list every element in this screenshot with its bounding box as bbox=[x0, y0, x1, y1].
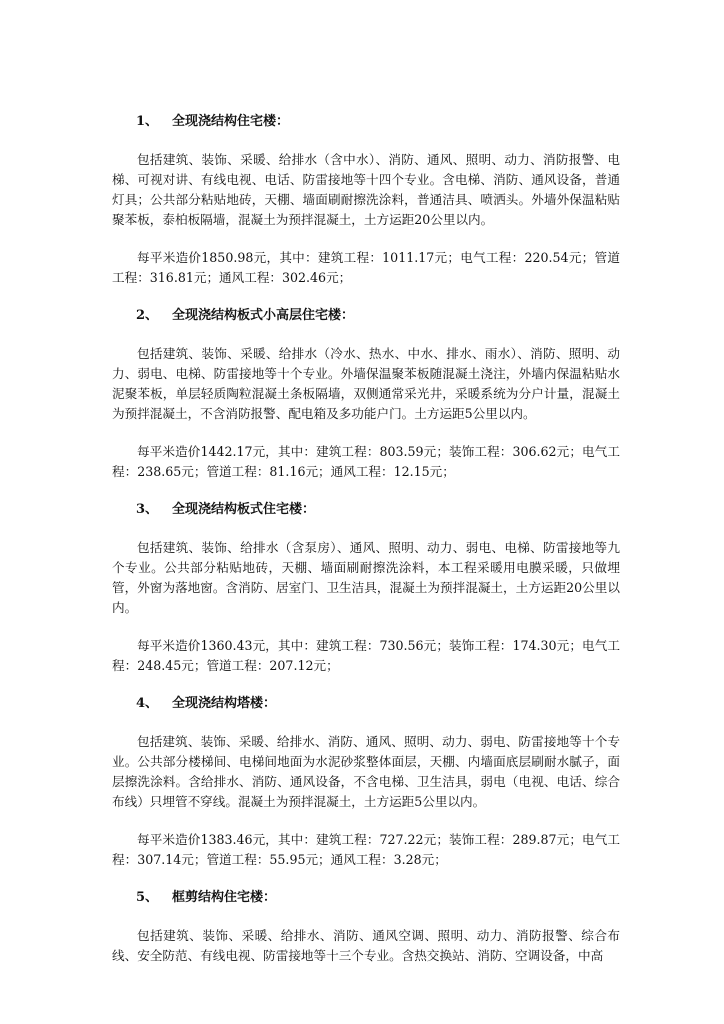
section-title: 全现浇结构住宅楼： bbox=[172, 114, 290, 129]
section-title: 框剪结构住宅楼： bbox=[172, 890, 277, 905]
section-4-cost: 每平米造价1383.46元，其中：建筑工程：727.22元；装饰工程：289.87元；电气工程：307.14元；管道工程：55.95元；通风工程：3.28元； bbox=[112, 832, 620, 867]
document-page bbox=[112, 112, 620, 966]
section-number: 3、 bbox=[136, 502, 159, 517]
section-2-description: 包括建筑、装饰、采暖、给排水（冷水、热水、中水、排水、雨水）、消防、照明、动力、弱电、电梯、防雷接地等十个专业。外墙保温聚苯板随混凝土浇注，外墙内保温粘贴水泥聚苯板，单层轻质陶粒混凝土条板隔墙，双侧通常采光井，采暖系统为分户计量，混凝土为预拌混凝土，不含消防报警、配电箱及多功能户门。土方运距5公里以内。 bbox=[112, 346, 620, 421]
section-5-heading bbox=[112, 888, 620, 907]
section-3-heading bbox=[112, 500, 620, 519]
section-1-cost: 每平米造价1850.98元，其中：建筑工程：1011.17元；电气工程：220.54元；管道工程：316.81元；通风工程：302.46元； bbox=[112, 250, 620, 285]
section-title: 全现浇结构板式住宅楼： bbox=[172, 502, 316, 517]
section-title: 全现浇结构塔楼： bbox=[172, 696, 277, 711]
section-number: 5、 bbox=[136, 890, 159, 905]
section-number: 4、 bbox=[136, 696, 159, 711]
section-4-description: 包括建筑、装饰、采暖、给排水、消防、通风、照明、动力、弱电、防雷接地等十个专业。公共部分楼梯间、电梯间地面为水泥砂浆整体面层，天棚、内墙面底层刷耐水腻子，面层擦洗涂料。含给排水、消防、通风设备，不含电梯、卫生洁具，弱电（电视、电话、综合布线）只埋管不穿线。混凝土为预拌混凝土，土方运距5公里以内。 bbox=[112, 734, 620, 809]
section-number: 1、 bbox=[136, 114, 159, 129]
section-3-cost: 每平米造价1360.43元，其中：建筑工程：730.56元；装饰工程：174.30元；电气工程：248.45元；管道工程：207.12元； bbox=[112, 638, 620, 673]
section-title: 全现浇结构板式小高层住宅楼： bbox=[172, 308, 355, 323]
section-3-description: 包括建筑、装饰、给排水（含泵房）、通风、照明、动力、弱电、电梯、防雷接地等九个专业。公共部分粘贴地砖，天棚、墙面刷耐擦洗涂料，本工程采暖用电膜采暖，只做埋管，外窗为落地窗。含消防、居室门、卫生洁具，混凝土为预拌混凝土，土方运距20公里以内。 bbox=[112, 540, 620, 615]
section-2-cost: 每平米造价1442.17元，其中：建筑工程：803.59元；装饰工程：306.62元；电气工程：238.65元；管道工程：81.16元；通风工程：12.15元； bbox=[112, 444, 620, 479]
section-1-description: 包括建筑、装饰、采暖、给排水（含中水）、消防、通风、照明、动力、消防报警、电梯、可视对讲、有线电视、电话、防雷接地等十四个专业。含电梯、消防、通风设备，普通灯具；公共部分粘贴地砖，天棚、墙面刷耐擦洗涂料，普通洁具、喷洒头。外墙外保温粘贴聚苯板，泰柏板隔墙，混凝土为预拌混凝土，土方运距20公里以内。 bbox=[112, 152, 620, 227]
section-number: 2、 bbox=[136, 308, 159, 323]
section-1-heading bbox=[112, 112, 620, 131]
section-4-heading bbox=[112, 694, 620, 713]
section-5-description: 包括建筑、装饰、采暖、给排水、消防、通风空调、照明、动力、消防报警、综合布线、安全防范、有线电视、防雷接地等十三个专业。含热交换站、消防、空调设备，中高 bbox=[112, 928, 620, 963]
section-2-heading bbox=[112, 306, 620, 325]
